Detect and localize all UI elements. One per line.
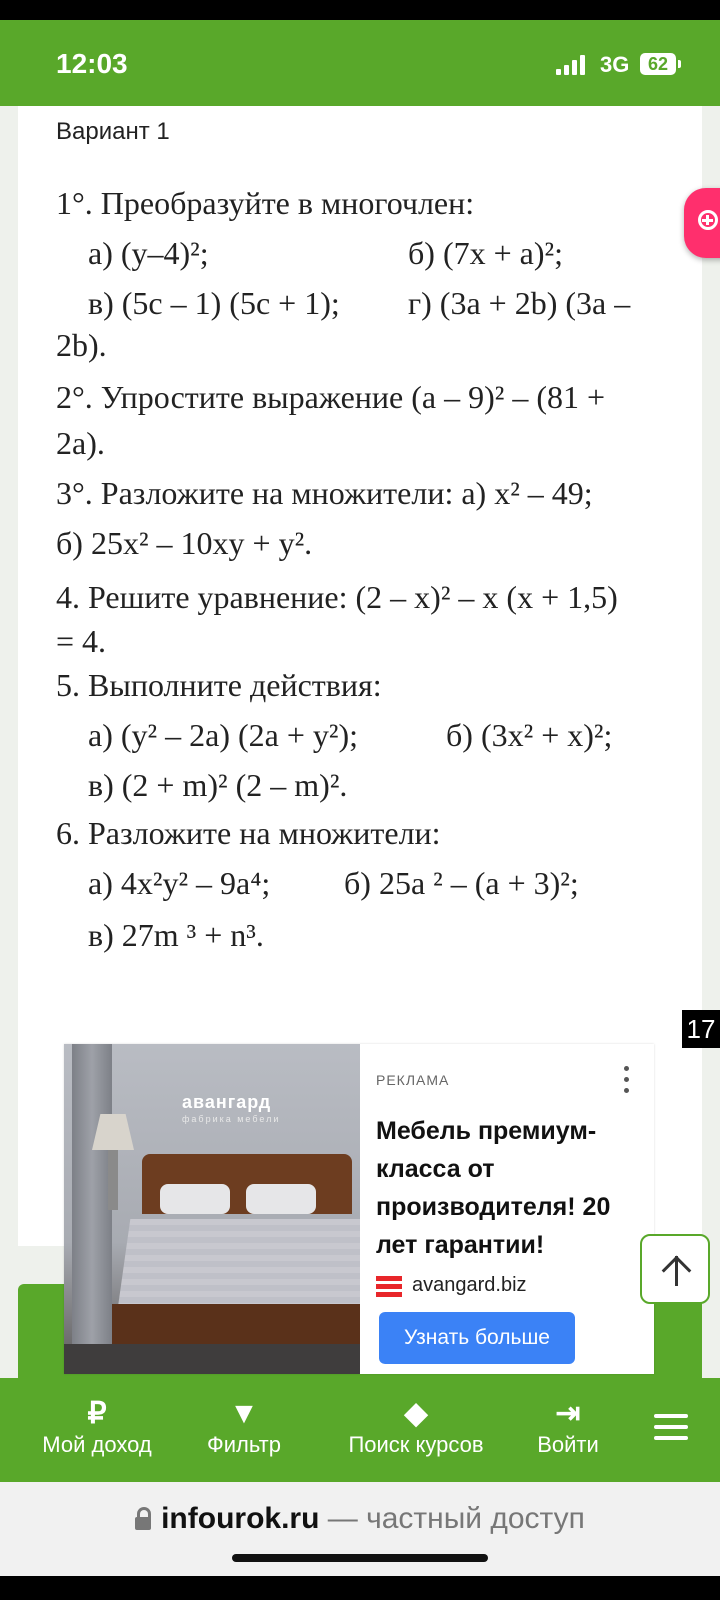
task-5-heading: 5. Выполните действия: — [56, 667, 382, 703]
hamburger-menu-icon[interactable] — [654, 1414, 688, 1447]
lamp-base — [108, 1150, 118, 1210]
add-plus-button[interactable] — [684, 188, 720, 258]
browser-url[interactable] — [0, 1502, 720, 1536]
signal-icon — [556, 55, 588, 75]
nav-login-label: Войти — [537, 1432, 599, 1457]
home-indicator[interactable] — [232, 1554, 488, 1562]
lock-icon — [135, 1517, 151, 1530]
task-2: 2°. Упростите выражение (a – 9)² – (81 + — [56, 379, 606, 415]
more-options-icon[interactable] — [624, 1066, 630, 1096]
task-6c: в) 27m ³ + n³. — [88, 917, 264, 953]
task-1a: а) (y–4)²; — [88, 235, 209, 271]
page-number-badge: 17 — [682, 1010, 720, 1048]
plus-circle-icon — [698, 210, 718, 230]
floor-rug — [64, 1344, 360, 1374]
task-4-cont: = 4. — [56, 623, 107, 659]
nav-filter-label: Фильтр — [207, 1432, 281, 1457]
url-suffix: — частный доступ — [319, 1502, 585, 1535]
scroll-to-top-button[interactable] — [640, 1234, 710, 1304]
filter-icon: ▼ — [229, 1397, 259, 1430]
task-2-cont: 2a). — [56, 425, 105, 461]
nav-login[interactable] — [530, 1396, 606, 1458]
task-1c: в) (5c – 1) (5c + 1); — [88, 285, 340, 321]
task-3b: б) 25x² – 10xy + y². — [56, 525, 313, 561]
task-6a: а) 4x²y² – 9a⁴; — [88, 865, 271, 901]
task-5b: б) (3x² + x)²; — [446, 717, 613, 753]
top-black-band — [0, 0, 720, 20]
nav-my-income[interactable] — [34, 1396, 160, 1458]
bottom-black-band — [0, 1576, 720, 1600]
bed-blanket — [118, 1219, 360, 1309]
status-bar — [0, 20, 720, 106]
task-4: 4. Решите уравнение: (2 – x)² – x (x + 1,5) — [56, 579, 618, 615]
task-1d: г) (3a + 2b) (3a – — [408, 285, 631, 321]
graduation-cap-icon: ◆ — [404, 1397, 428, 1430]
ad-brand-sub: фабрика мебели — [182, 1114, 281, 1124]
ad-title[interactable]: Мебель премиум-класса от производителя! 20 лет гарантии! — [376, 1117, 611, 1259]
advertisement[interactable] — [64, 1044, 654, 1374]
ruble-icon: ₽ — [87, 1397, 107, 1430]
task-5c: в) (2 + m)² (2 – m)². — [88, 767, 348, 803]
nav-filter[interactable] — [198, 1396, 290, 1458]
task-3: 3°. Разложите на множители: а) x² – 49; — [56, 475, 593, 511]
ad-brand-logo: авангард — [182, 1092, 272, 1112]
nav-course-search[interactable] — [334, 1396, 498, 1458]
url-domain: infourok.ru — [161, 1502, 320, 1535]
ad-label: РЕКЛАМА — [376, 1072, 450, 1088]
ad-learn-more-button[interactable]: Узнать больше — [379, 1312, 575, 1364]
task-1d-cont: 2b). — [56, 327, 107, 363]
login-icon: ⇥ — [555, 1397, 581, 1430]
network-type: 3G — [600, 52, 630, 77]
task-6-heading: 6. Разложите на множители: — [56, 815, 441, 851]
pillow-left — [160, 1184, 230, 1214]
bottom-navigation — [0, 1378, 720, 1482]
task-6b: б) 25a ² – (a + 3)²; — [344, 865, 579, 901]
nav-course-search-label: Поиск курсов — [348, 1432, 484, 1457]
status-time: 12:03 — [56, 48, 128, 79]
nav-my-income-label: Мой доход — [42, 1432, 152, 1457]
ad-curtain — [72, 1044, 112, 1374]
pillow-right — [246, 1184, 316, 1214]
variant-title: Вариант 1 — [56, 118, 170, 145]
ad-domain[interactable]: avangard.biz — [412, 1274, 527, 1296]
ad-favicon-icon — [376, 1276, 402, 1300]
bed-frame — [112, 1304, 360, 1344]
task-5a: а) (y² – 2a) (2a + y²); — [88, 717, 359, 753]
task-1b: б) (7x + a)²; — [408, 235, 563, 271]
ad-image[interactable] — [64, 1044, 360, 1374]
task-1-heading: 1°. Преобразуйте в многочлен: — [56, 185, 475, 221]
battery-icon: 62 — [640, 53, 676, 75]
